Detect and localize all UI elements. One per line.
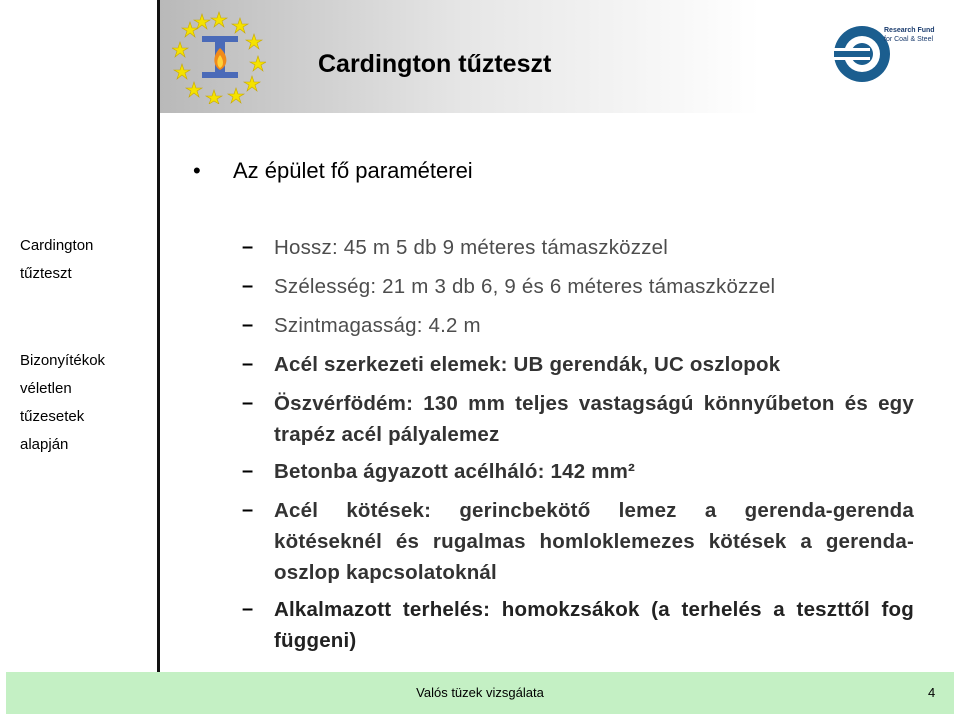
sidebar-line: Bizonyítékok	[20, 352, 106, 369]
list-item	[242, 456, 914, 487]
list-item	[242, 349, 914, 380]
main-bullet	[193, 158, 473, 184]
vertical-divider	[157, 0, 160, 672]
sidebar-section-evidence[interactable]	[20, 347, 105, 459]
list-item-text: Alkalmazott terhelés: homokzsákok (a terhelés a teszttől fog függeni)	[274, 598, 914, 652]
dash-icon: –	[242, 460, 254, 482]
dash-icon: –	[242, 275, 254, 297]
dash-icon: –	[242, 314, 254, 336]
list-item	[242, 271, 914, 302]
page-number: 4	[928, 685, 936, 700]
sidebar-line: Cardington	[20, 237, 94, 254]
fire-beam-logo-icon	[172, 10, 266, 104]
sidebar-section-cardington[interactable]	[20, 232, 93, 288]
logo-line-1: Research Fund	[884, 27, 935, 34]
list-item-text: Hossz: 45 m 5 db 9 méteres támaszközzel	[274, 236, 669, 259]
main-bullet-text: Az épület fő paraméterei	[233, 158, 473, 183]
logo-line-2: for Coal & Steel	[884, 36, 934, 43]
list-item-text: Szélesség: 21 m 3 db 6, 9 és 6 méteres támaszközzel	[274, 275, 776, 298]
sidebar-line: tűzesetek	[20, 408, 85, 425]
list-item-text: Acél kötések: gerincbekötő lemez a gerenda-gerenda kötéseknél és rugalmas homloklemezes kötések a gerenda-oszlop kapcsolatoknál	[274, 499, 914, 584]
dash-icon: –	[242, 598, 254, 620]
dash-icon: –	[242, 392, 254, 414]
list-item	[242, 232, 914, 263]
list-item	[242, 594, 914, 656]
bullet-dot-icon: •	[193, 158, 201, 183]
list-item	[242, 310, 914, 341]
sidebar-line: alapján	[20, 436, 69, 453]
list-item-text: Szintmagasság: 4.2 m	[274, 314, 481, 337]
research-fund-logo	[830, 18, 950, 88]
dash-icon: –	[242, 236, 254, 258]
slide-title: Cardington tűzteszt	[318, 50, 552, 78]
list-item-text: Acél szerkezeti elemek: UB gerendák, UC oszlopok	[274, 353, 781, 376]
dash-icon: –	[242, 353, 254, 375]
sidebar-line: tűzteszt	[20, 265, 72, 282]
sidebar-line: véletlen	[20, 380, 72, 397]
footer-label: Valós tüzek vizsgálata	[416, 685, 544, 700]
list-item	[242, 388, 914, 450]
list-item	[242, 495, 914, 588]
list-item-text: Öszvérfödém: 130 mm teljes vastagságú könnyűbeton és egy trapéz acél pályalemez	[274, 392, 914, 446]
dash-icon: –	[242, 499, 254, 521]
list-item-text: Betonba ágyazott acélháló: 142 mm²	[274, 460, 636, 483]
